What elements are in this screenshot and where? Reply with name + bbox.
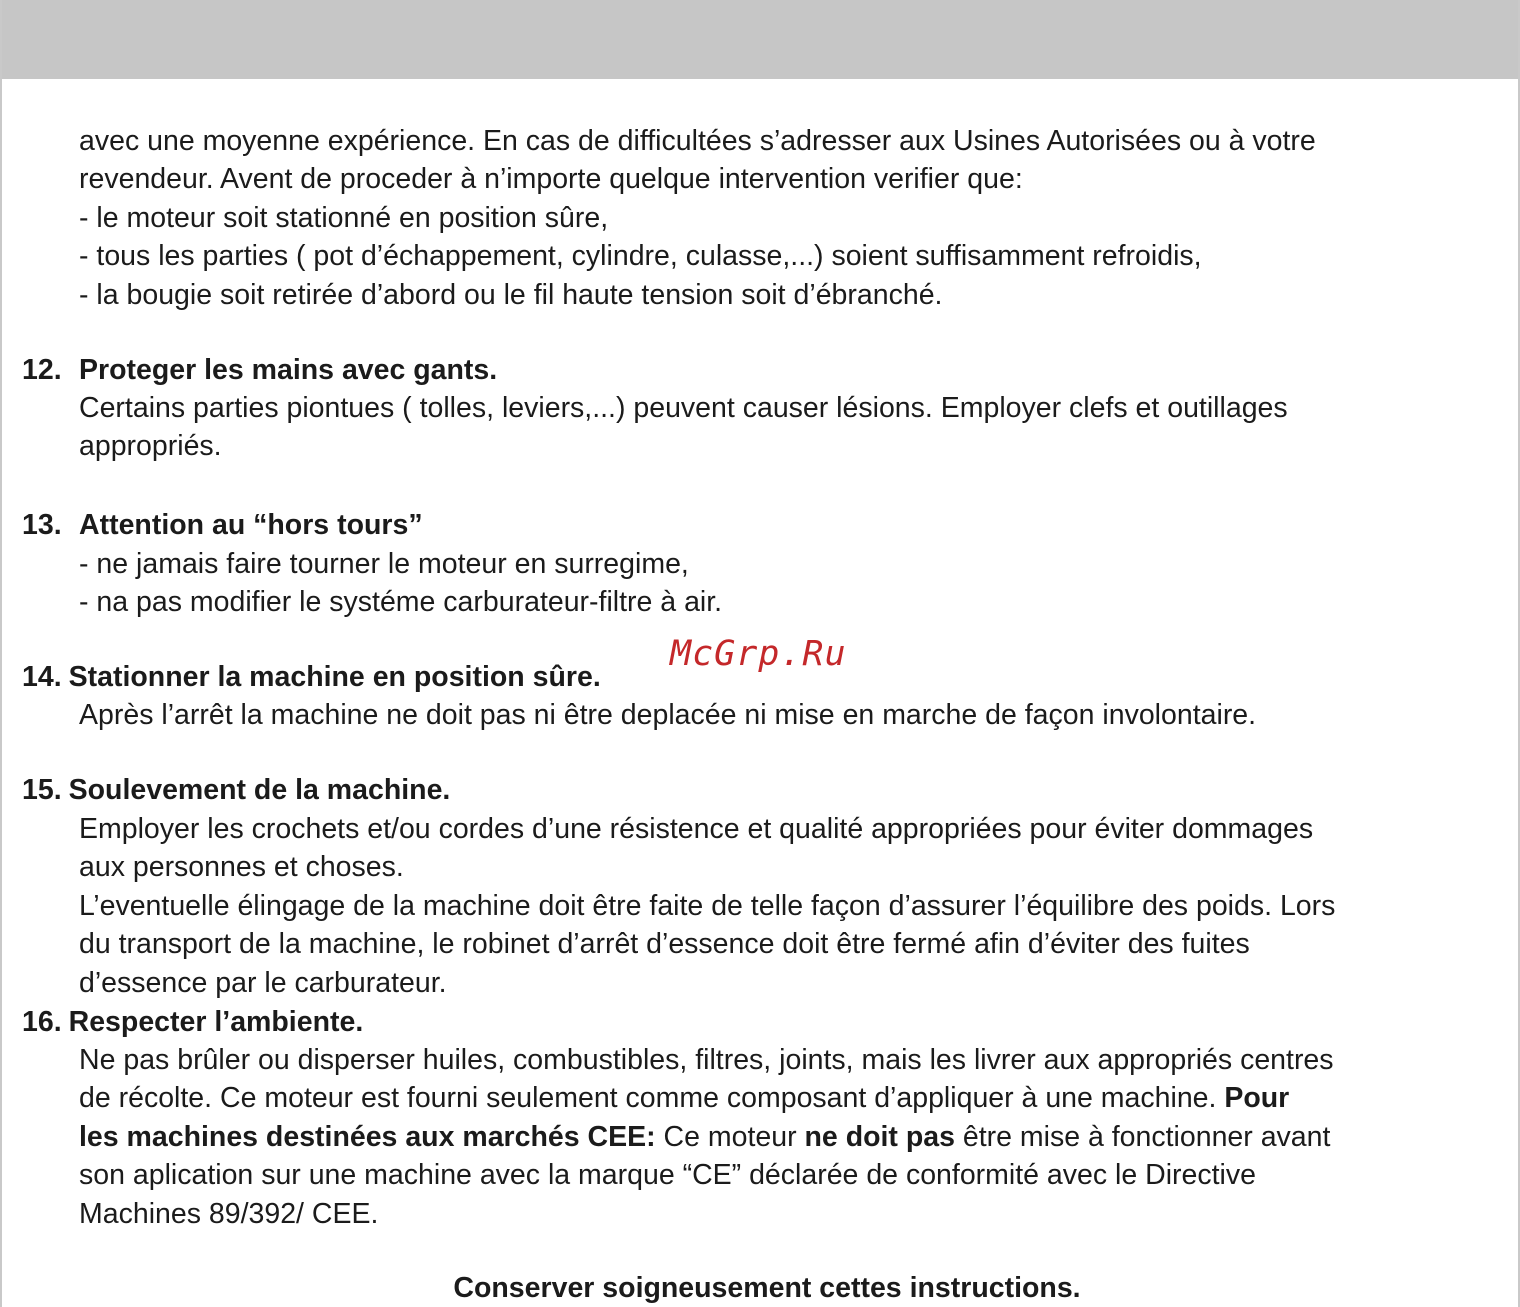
body-line: son aplication sur une machine avec la marque “CE” déclarée de conformité avec le Directive	[79, 1159, 1256, 1192]
closing-statement: Conserver soigneusement cettes instructions.	[453, 1272, 1081, 1304]
body-line: d’essence par le carburateur.	[79, 966, 447, 999]
section-title: Respecter l’ambiente.	[68, 1006, 364, 1038]
section-12-heading	[22, 351, 497, 389]
section-title: Stationner la machine en position sûre.	[68, 661, 601, 693]
body-line: appropriés.	[79, 430, 222, 463]
body-line: L’eventuelle élingage de la machine doit être faite de telle façon d’assurer l’équilibre des poids. Lors	[79, 889, 1336, 922]
section-15-heading	[22, 771, 450, 809]
section-number: 13.	[22, 509, 62, 541]
watermark: McGrp.Ru	[670, 634, 847, 674]
intro-bullet: - tous les parties ( pot d’échappement, cylindre, culasse,...) soient suffisamment refroidis,	[79, 240, 1202, 273]
body-line: aux personnes et choses.	[79, 851, 404, 884]
section-title: Proteger les mains avec gants.	[79, 354, 498, 386]
body-bullet: - ne jamais faire tourner le moteur en surregime,	[79, 548, 689, 580]
section-title: Attention au “hors tours”	[79, 509, 423, 541]
section-16-heading	[22, 1003, 363, 1041]
body-line: Employer les crochets et/ou cordes d’une résistence et qualité appropriées pour éviter dommages	[79, 813, 1314, 845]
body-line: Machines 89/392/ CEE.	[79, 1197, 379, 1230]
section-number: 12.	[22, 354, 62, 386]
section-13-body	[79, 545, 1499, 622]
intro-bullet: - la bougie soit retirée d’abord ou le fil haute tension soit d’ébranché.	[79, 278, 943, 311]
emphasis-text: ne doit pas	[804, 1120, 955, 1153]
emphasis-text: les machines destinées aux marchés CEE:	[79, 1120, 656, 1153]
section-number: 14.	[22, 661, 62, 693]
header-band	[2, 0, 1518, 79]
body-line	[79, 1079, 1499, 1117]
body-text: être mise à fonctionner avant	[954, 1120, 1331, 1153]
body-line: du transport de la machine, le robinet d’arrêt d’essence doit être fermé afin d’éviter des fuites	[79, 928, 1250, 961]
body-text: de récolte. Ce moteur est fourni seulement comme composant d’appliquer à une machine.	[79, 1082, 1225, 1115]
section-13-heading	[22, 506, 423, 544]
intro-line: avec une moyenne expérience. En cas de difficultées s’adresser aux Usines Autorisées ou à votre	[79, 125, 1316, 157]
body-line	[79, 1118, 1499, 1156]
emphasis-text: Pour	[1224, 1082, 1290, 1115]
section-number: 16.	[22, 1006, 62, 1038]
body-bullet: - na pas modifier le systéme carburateur-filtre à air.	[79, 586, 723, 619]
section-12-body	[79, 389, 1499, 466]
section-15-body	[79, 810, 1499, 1002]
section-number: 15.	[22, 774, 62, 806]
body-text: Ce moteur	[655, 1120, 805, 1153]
section-14-heading	[22, 658, 601, 696]
body-line: Certains parties piontues ( tolles, leviers,...) peuvent causer lésions. Employer clefs et outillages	[79, 392, 1288, 424]
body-line: Ne pas brûler ou disperser huiles, combustibles, filtres, joints, mais les livrer aux appropriés centres	[79, 1044, 1334, 1076]
intro-paragraph	[79, 122, 1499, 314]
section-14-body	[79, 696, 1499, 734]
body-line: Après l’arrêt la machine ne doit pas ni être deplacée ni mise en marche de façon involontaire.	[79, 699, 1257, 731]
intro-line: revendeur. Avent de proceder à n’importe quelque intervention verifier que:	[79, 163, 1023, 196]
intro-bullet: - le moteur soit stationné en position sûre,	[79, 201, 609, 234]
section-16-body	[79, 1041, 1499, 1233]
section-title: Soulevement de la machine.	[68, 774, 451, 806]
